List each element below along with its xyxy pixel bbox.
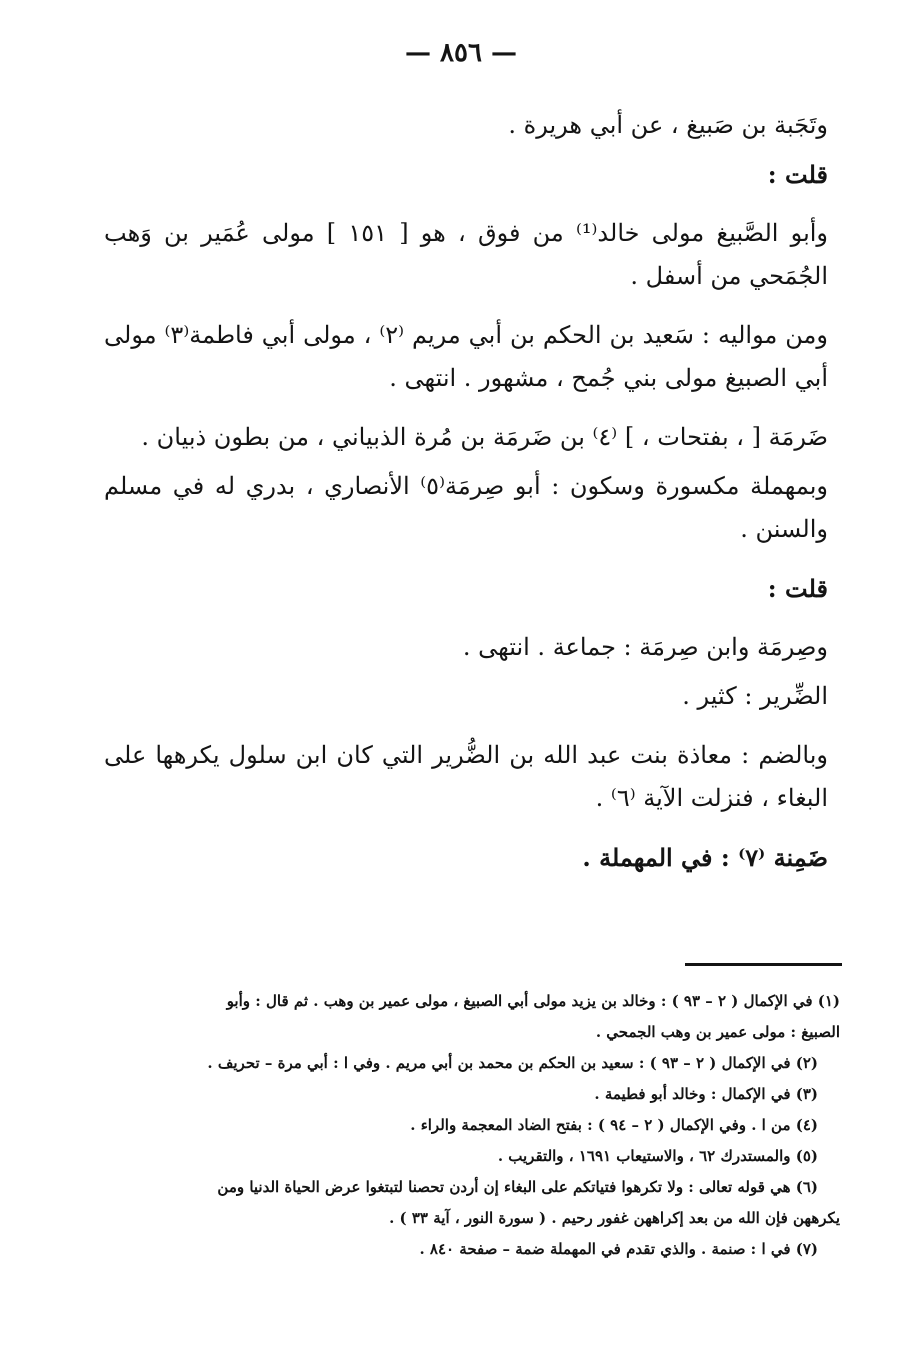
heading-qultu: قلت :: [767, 574, 828, 603]
footnote-line: (٣) في الإكمال : وخالد أبو فطيمة .: [594, 1085, 818, 1103]
paragraph: وتَجَبة بن صَبيغ ، عن أبي هريرة .: [508, 111, 828, 139]
footnote-line: (٧) في ا : صنمة . والذي تقدم في المهملة ضمة – صفحة ٨٤٠ .: [419, 1240, 818, 1258]
footnote-line: (٥) والمستدرك ٦٢ ، والاستيعاب ١٦٩١ ، والتقريب .: [497, 1147, 818, 1165]
footnote-line: (٢) في الإكمال ( ٢ – ٩٣ ) : سعيد بن الحكم بن محمد بن أبي مريم . وفي ا : أبي مرة – تحريف .: [207, 1054, 818, 1072]
paragraph: وأبو الصَّبيغ مولى خالد⁽¹⁾ من فوق ، هو [ ١٥١ ] مولى عُمَير بن وَهب الجُمَحي من أسفل .: [104, 219, 829, 290]
paragraph: ضَرمَة [ ، بفتحات ، ] ⁽٤⁾ بن ضَرمَة بن مُرة الذبياني ، من بطون ذبيان .: [141, 423, 828, 451]
page-number: — ٨٥٦ —: [404, 38, 518, 68]
paragraph: وبمهملة مكسورة وسكون : أبو صِرمَة⁽٥⁾ الأنصاري ، بدري له في مسلم والسنن .: [104, 472, 828, 543]
paragraph: الضِّرير : كثير .: [682, 682, 828, 710]
footnote-line: يكرههن فإن الله من بعد إكراههن غفور رحيم . ( سورة النور ، آية ٣٣ ) .: [389, 1209, 840, 1227]
footnote-line: (٤) من ا . وفي الإكمال ( ٢ – ٩٤ ) : بفتح الضاد المعجمة والراء .: [410, 1116, 818, 1134]
footnote-separator: [685, 963, 842, 966]
paragraph: ضَمِنة ⁽٧⁾ : في المهملة .: [582, 843, 828, 872]
paragraph: وصِرمَة وابن صِرمَة : جماعة . انتهى .: [462, 633, 828, 661]
main-text: [104, 104, 828, 879]
footnotes: [116, 986, 840, 1265]
paragraph: وبالضم : معاذة بنت عبد الله بن الضُّرير التي كان ابن سلول يكرهها على البغاء ، فنزلت الآية ⁽٦⁾ .: [104, 741, 828, 812]
footnote-line: (٦) هي قوله تعالى : ولا تكرهوا فتياتكم على البغاء إن أردن تحصنا لتبتغوا عرض الحياة الدنيا ومن: [217, 1178, 818, 1196]
paragraph: ومن مواليه : سَعيد بن الحكم بن أبي مريم ⁽٢⁾ ، مولى أبي فاطمة⁽٣⁾ مولى أبي الصبيغ مولى بني جُمح ، مشهور . انتهى .: [104, 321, 828, 392]
footnote-line: الصبيغ : مولى عمير بن وهب الجمحي .: [595, 1023, 840, 1041]
heading-qultu: قلت :: [767, 160, 828, 189]
footnote-line: (١) في الإكمال ( ٢ – ٩٣ ) : وخالد بن يزيد مولى أبي الصبيغ ، مولى عمير بن وهب . ثم قال : وأبو: [226, 992, 840, 1010]
